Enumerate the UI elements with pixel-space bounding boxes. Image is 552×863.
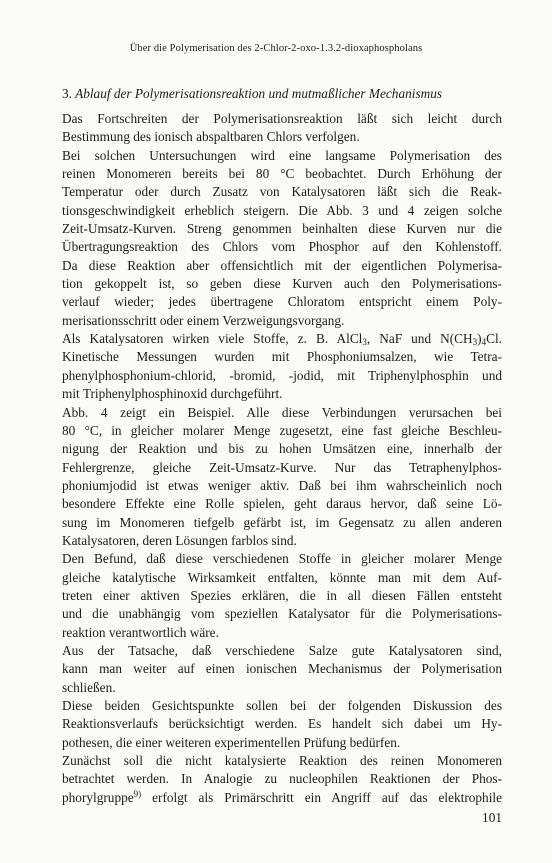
text-line: Aus der Tatsache, daß verschiedene Salze gute Katalysatoren sind,	[62, 642, 502, 658]
text-line: Das Fortschreiten der Polymerisationsreaktion läßt sich leicht durch	[62, 111, 502, 126]
page-number: 101	[482, 810, 502, 825]
text-line: Katalysatoren, deren Lösungen farblos sind.	[62, 532, 297, 548]
text-line: merisationsschritt oder einem Verzweigungsvorgang.	[62, 312, 345, 328]
text-line: Reaktionsverlaufs berücksichtigt werden. Es handelt sich dabei um Hy-	[62, 716, 502, 732]
paragraph	[62, 330, 502, 403]
text-line: mit Triphenylphosphinoxid durchgeführt.	[62, 386, 283, 402]
paragraph	[62, 110, 502, 147]
text-line: schließen.	[62, 679, 116, 695]
text-line: Bestimmung des ionisch abspaltbaren Chlors verfolgen.	[62, 129, 360, 145]
text-line: kann man weiter auf einen ionischen Mechanismus der Polymerisation	[62, 661, 502, 677]
body-text	[62, 110, 502, 807]
text-line: phoniumjodid ist etwas weniger aktiv. Daß bei ihm wahrscheinlich noch	[62, 477, 502, 493]
text-line: Kinetische Messungen wurden mit Phosphoniumsalzen, wie Tetra-	[62, 349, 502, 365]
text-line: tionsgeschwindigkeit erheblich steigern. Die Abb. 3 und 4 zeigen solche	[62, 202, 502, 218]
text-line: Da diese Reaktion aber offensichtlich mit der eigentlichen Polymerisa-	[62, 257, 502, 273]
paragraph	[62, 147, 502, 330]
text-line: treten einer aktiven Spezies erklären, die in all diesen Fällen entsteht	[62, 587, 502, 603]
text-line: Zeit-Umsatz-Kurven. Streng genommen beinhalten diese Kurven nur die	[62, 221, 502, 237]
paragraph	[62, 404, 502, 551]
text-line: Diese beiden Gesichtspunkte sollen bei der folgenden Diskussion des	[62, 698, 502, 713]
text-line: phorylgruppe$^{9)}$ erfolgt als Primärschritt ein Angriff auf das elektrophile	[62, 788, 502, 805]
text-line: Bei solchen Untersuchungen wird eine langsame Polymerisation des	[62, 147, 502, 163]
text-line: besondere Effekte eine Rolle spielen, geht daraus hervor, daß seine Lö-	[62, 496, 502, 512]
section-title: Ablauf der Polymerisationsreaktion und mutmaßlicher Mechanismus	[75, 86, 443, 101]
paragraph	[62, 642, 502, 697]
text-line: Abb. 4 zeigt ein Beispiel. Alle diese Verbindungen verursachen bei	[62, 404, 502, 420]
paragraph	[62, 697, 502, 752]
text-line: reaktion verantwortlich wäre.	[62, 624, 219, 640]
text-line: verlauf wieder; jedes übertragene Chloratom entspricht einem Poly-	[62, 294, 502, 310]
text-line: tion gekoppelt ist, so geben diese Kurven auch den Polymerisations-	[62, 276, 502, 292]
text-line: phenylphosphonium-chlorid, -bromid, -jodid, mit Triphenylphosphin und	[62, 367, 502, 383]
text-line: 80 °C, in gleicher molarer Menge zugesetzt, eine fast gleiche Beschleu-	[62, 422, 502, 438]
section-heading	[62, 86, 502, 102]
text-line: betrachtet werden. In Analogie zu nucleophilen Reaktionen der Phos-	[62, 771, 502, 787]
text-line: Übertragungsreaktion des Chlors vom Phosphor auf den Kohlenstoff.	[62, 239, 502, 255]
text-line: und die unabhängig vom speziellen Katalysator für die Polymerisations-	[62, 606, 502, 622]
text-line: Den Befund, daß diese verschiedenen Stoffe in gleicher molarer Menge	[62, 551, 502, 567]
text-line: pothesen, die einer weiteren experimentellen Prüfung bedürfen.	[62, 734, 401, 750]
running-head: Über die Polymerisation des 2-Chlor-2-oxo-1.3.2-dioxaphospholans	[129, 43, 423, 54]
text-line: Als Katalysatoren wirken viele Stoffe, z. B. AlCl$_3$, NaF und $N(CH_3)_4Cl$.	[62, 331, 502, 348]
text-line: Temperatur oder durch Zusatz von Katalysatoren läßt sich die Reak-	[62, 184, 502, 200]
paragraph	[62, 752, 502, 807]
text-line: Zunächst soll die nicht katalysierte Reaktion des reinen Monomeren	[62, 753, 502, 769]
text-line: reinen Monomeren bereits bei 80 °C beobachtet. Durch Erhöhung der	[62, 166, 502, 182]
text-line: gleiche katalytische Wirksamkeit entfalten, könnte man mit dem Auf-	[62, 569, 502, 585]
text-line: Fehlergrenze, gleiche Zeit-Umsatz-Kurve. Nur das Tetraphenylphos-	[62, 459, 502, 475]
paragraph	[62, 550, 502, 642]
text-line: nigung der Reaktion und bis zu hohen Umsätzen eine, innerhalb der	[62, 441, 502, 457]
section-number: 3.	[62, 86, 72, 101]
text-line: sung im Monomeren tiefgelb gefärbt ist, im Gegensatz zu allen anderen	[62, 514, 502, 530]
